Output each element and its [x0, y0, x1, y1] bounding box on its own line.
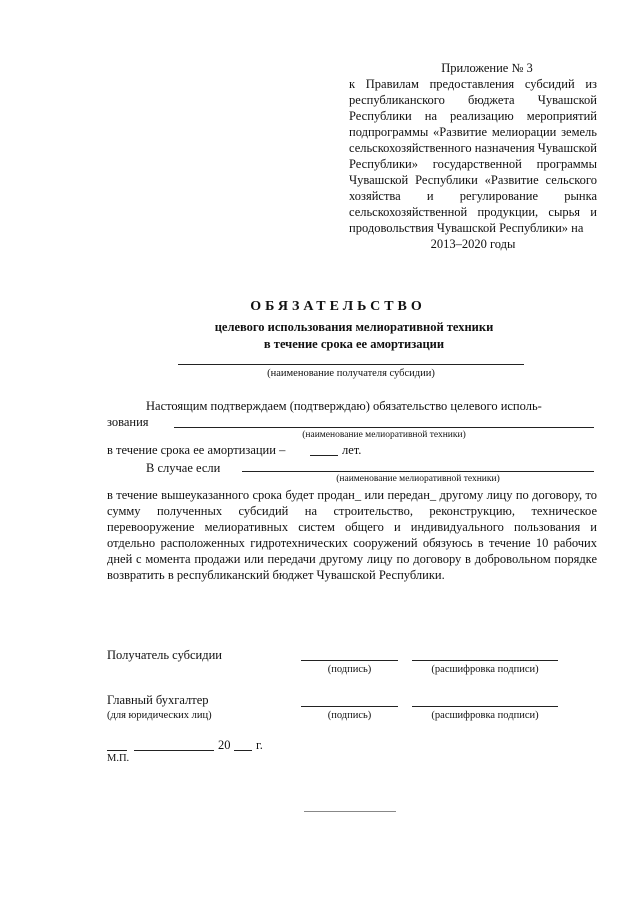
obligation-line2-prefix: зования [107, 415, 149, 429]
date-day-line[interactable] [107, 750, 127, 751]
obligation-line3-suffix: лет. [342, 443, 362, 457]
accountant-note: (для юридических лиц) [107, 710, 212, 721]
document-subtitle-line1: целевого использования мелиоративной техники [214, 320, 494, 334]
accountant-signature-line[interactable] [301, 706, 398, 707]
appendix-block [349, 60, 597, 252]
document-subtitle-line2: в течение срока ее амортизации [263, 337, 445, 351]
document-title: ОБЯЗАТЕЛЬСТВО [250, 299, 426, 314]
accountant-decoding-caption: (расшифровка подписи) [431, 710, 539, 721]
stamp-place: М.П. [107, 753, 130, 764]
machinery-name-line-2[interactable] [242, 471, 594, 472]
accountant-decoding-line[interactable] [412, 706, 558, 707]
recipient-signature-line[interactable] [301, 660, 398, 661]
recipient-signature-label: Получатель субсидии [107, 648, 222, 662]
accountant-signature-label: Главный бухгалтер [107, 693, 209, 707]
recipient-signature-caption: (подпись) [327, 664, 372, 675]
appendix-number: Приложение № 3 [441, 61, 533, 75]
footer-divider [304, 811, 396, 812]
appendix-years: 2013–2020 годы [430, 237, 516, 251]
machinery-name-caption-2: (наименование мелиоративной техники) [336, 474, 500, 484]
obligation-paragraph: в течение вышеуказанного срока будет продан_ или передан_ другому лицу по договору, то сумму полученных субсидий на строительство, реконструкцию, техническое перевооружение мелиоративных систем общего и индивидуального пользования и отдельно расположенных гидротехнических сооружений обязуюсь в течение 10 рабочих дней с момента продажи или передачи другому лицу по договору в добровольном порядке возвратить в республиканский бюджет Чувашской Республики. [107, 488, 597, 582]
date-year-prefix: 20 [218, 738, 231, 752]
date-month-line[interactable] [134, 750, 214, 751]
date-year-line[interactable] [234, 750, 252, 751]
accountant-signature-caption: (подпись) [327, 710, 372, 721]
obligation-line1: Настоящим подтверждаем (подтверждаю) обязательство целевого исполь- [146, 399, 542, 413]
case-prefix: В случае если [146, 461, 221, 475]
machinery-name-line[interactable] [174, 427, 594, 428]
amortization-years-line[interactable] [310, 455, 338, 456]
obligation-line3-prefix: в течение срока ее амортизации – [107, 443, 286, 457]
recipient-decoding-line[interactable] [412, 660, 558, 661]
recipient-name-line[interactable] [178, 364, 524, 365]
recipient-name-caption: (наименование получателя субсидии) [267, 368, 435, 379]
recipient-decoding-caption: (расшифровка подписи) [431, 664, 539, 675]
appendix-text: к Правилам предоставления субсидий из республиканского бюджета Чувашской Республики на реализацию мероприятий подпрограммы «Развитие мелиорации земель сельскохозяйственного назначения Чувашской Республики» государственной программы Чувашской Республики «Развитие сельского хозяйства и регулирование рынка сельскохозяйственной продукции, сырья и продовольствия Чувашской Республики» на [349, 77, 597, 235]
date-year-suffix: г. [256, 738, 263, 752]
machinery-name-caption: (наименование мелиоративной техники) [302, 430, 466, 440]
